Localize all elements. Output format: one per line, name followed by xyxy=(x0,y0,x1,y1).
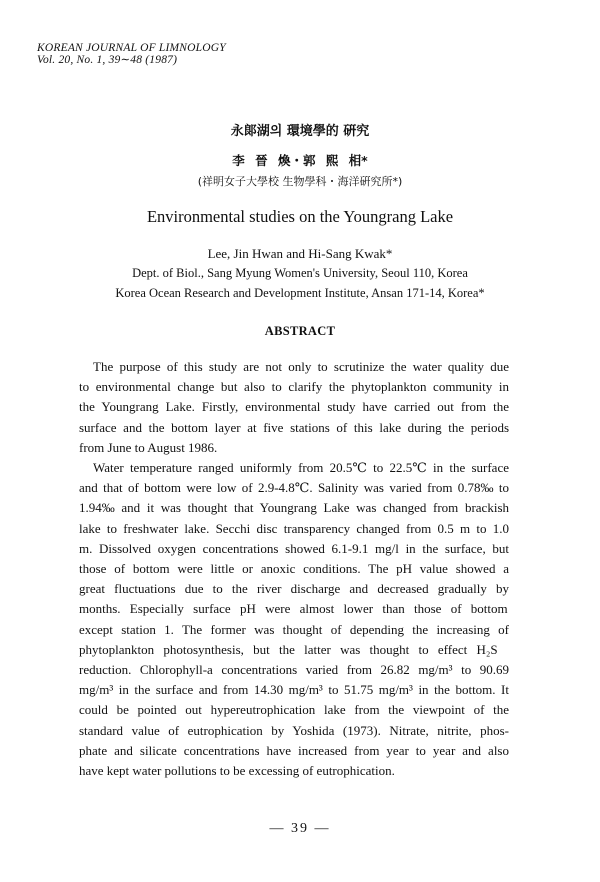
abstract-line: the Youngrang Lake. Firstly, environmental study have carried out from the xyxy=(79,399,509,415)
korean-authors: 李 晉 煥・郭 熙 相* xyxy=(232,153,368,168)
abstract-paragraph-1 xyxy=(79,357,509,458)
abstract-line: The purpose of this study are not only to scrutinize the water quality due xyxy=(93,359,509,374)
abstract-line: have kept water pollutions to be excessing of eutrophication. xyxy=(79,763,395,779)
page-number: — 39 — xyxy=(269,821,331,836)
abstract-line: from June to August 1986. xyxy=(79,439,218,455)
abstract-heading: ABSTRACT xyxy=(264,324,336,338)
abstract-line: to environmental change but also to clarify the phytoplankton community in xyxy=(79,379,509,395)
korean-title: 永郞湖의 環境學的 硏究 xyxy=(230,124,370,139)
abstract-line: phytoplankton photosynthesis, but the latter was thought to effect H₂S xyxy=(79,641,498,657)
english-affiliation-2: Korea Ocean Research and Development Institute, Ansan 171-14, Korea* xyxy=(115,286,485,300)
journal-volume: Vol. 20, No. 1, 39∼48 (1987) xyxy=(37,54,178,66)
abstract-line: standard value of eutrophication by Yoshida (1973). Nitrate, nitrite, phos- xyxy=(79,722,509,738)
korean-affiliation: (祥明女子大學校 生物學科・海洋硏究所*) xyxy=(197,175,403,188)
abstract-line: Water temperature ranged uniformly from 20.5℃ to 22.5℃ in the surface xyxy=(93,460,509,475)
abstract-line: m. Dissolved oxygen concentrations showed 6.1-9.1 mg/l in the surface, but xyxy=(79,540,509,556)
abstract-line: surface and the bottom layer at five stations of this lake during the periods xyxy=(79,419,509,435)
abstract-paragraph-2 xyxy=(79,458,509,781)
abstract-line: great fluctuations due to the river discharge and decreased gradually by xyxy=(79,581,509,597)
abstract-line: could be pointed out hypereutrophication lake from the viewpoint of the xyxy=(79,702,509,718)
journal-header xyxy=(37,42,226,66)
abstract-line: those of bottom were little or anoxic conditions. The pH value showed a xyxy=(79,561,509,577)
abstract-line: months. Especially surface pH were almost lower than those of bottom xyxy=(79,601,508,617)
abstract-line: and that of bottom were low of 2.9-4.8℃. Salinity was varied from 0.78‰ to xyxy=(79,480,509,496)
abstract-line: except station 1. The former was thought of depending the increasing of xyxy=(79,621,509,637)
abstract-line: 1.94‰ and it was thought that Youngrang Lake was changed from brackish xyxy=(79,500,509,516)
english-affiliation-1: Dept. of Biol., Sang Myung Women's University, Seoul 110, Korea xyxy=(132,266,468,280)
abstract-line: phate and silicate concentrations have increased from year to year and also xyxy=(79,742,509,758)
english-title: Environmental studies on the Youngrang Lake xyxy=(146,207,454,226)
abstract-line: lake to freshwater lake. Secchi disc transparency changed from 0.5 m to 1.0 xyxy=(79,520,509,536)
journal-name: KOREAN JOURNAL OF LIMNOLOGY xyxy=(37,42,226,54)
english-authors: Lee, Jin Hwan and Hi-Sang Kwak* xyxy=(207,246,393,261)
abstract-line: mg/m³ in the surface and from 14.30 mg/m³ to 51.75 mg/m³ in the bottom. It xyxy=(79,682,509,698)
abstract-line: reduction. Chlorophyll-a concentrations varied from 26.82 mg/m³ to 90.69 xyxy=(79,662,509,678)
